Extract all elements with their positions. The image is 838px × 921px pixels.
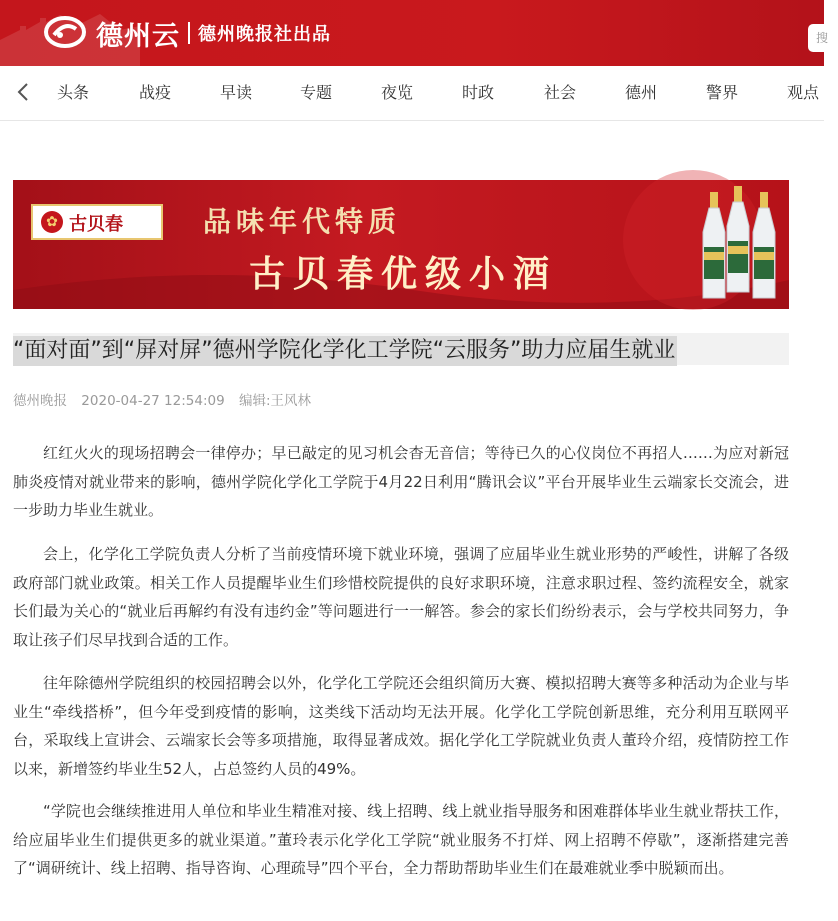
article-paragraph: 往年除德州学院组织的校园招聘会以外，化学化工学院还会组织简历大赛、模拟招聘大赛等多种活动为企业与毕业生“牵线搭桥”，但今年受到疫情的影响，这类线下活动均无法开展。化学化工学院创新思维，充分利用互联网平台，采取线上宣讲会、云端家长会等多项措施，取得显著成效。据化学化工学院就业负责人董玲介绍，疫情防控工作以来，新增签约毕业生52人，占总签约人员的49%。 (13, 674, 789, 778)
brand-logo (31, 204, 163, 240)
brand-seal-icon: ✿ (41, 211, 63, 233)
article-date: 2020-04-27 12:54:09 (81, 393, 225, 409)
tab-headline[interactable]: 头条 (57, 83, 90, 102)
tab-society[interactable]: 社会 (544, 83, 577, 102)
tab-dezhou[interactable]: 德州 (625, 83, 658, 102)
article-title: “面对面”到“屏对屏”德州学院化学化工学院“云服务”助力应届生就业 (13, 336, 677, 366)
category-nav (0, 66, 824, 121)
banner-slogan-2: 古贝春优级小酒 (249, 253, 558, 295)
tab-politics[interactable]: 时政 (462, 83, 495, 102)
article-source[interactable]: 德州晚报 (13, 393, 67, 409)
article-paragraph: 会上，化学化工学院负责人分析了当前疫情环境下就业环境，强调了应届毕业生就业形势的严峻性，讲解了各级政府部门就业政策。相关工作人员提醒毕业生们珍惜校院提供的良好求职环境，注意求职过程、签约流程安全，就家长们最为关心的“就业后再解约有没有违约金”等问题进行一一解答。参会的家长们纷纷表示，会与学校共同努力，争取让孩子们尽早找到合适的工作。 (13, 545, 789, 649)
bottle-icon (749, 192, 779, 302)
chevron-left-icon[interactable] (12, 80, 36, 104)
article-meta (13, 389, 321, 409)
dezhou-cloud-logo-icon[interactable] (44, 15, 86, 49)
tab-morning[interactable]: 早读 (220, 83, 253, 102)
article-editor: 编辑:王风林 (238, 393, 312, 409)
article-paragraph: “学院也会继续推进用人单位和毕业生精准对接、线上招聘、线上就业指导服务和困难群体毕业生就业帮扶工作，给应届毕业生们提供更多的就业渠道。”董玲表示化学化工学院“就业服务不打烊、网上招聘不停歇”，逐渐搭建完善了“调研统计、线上招聘、指导咨询、心理疏导”四个平台，全力帮助帮助毕业生们在最难就业季中脱颖而出。 (13, 802, 789, 877)
ad-banner[interactable] (13, 180, 789, 309)
article-paragraph: 红红火火的现场招聘会一律停办；早已敲定的见习机会杳无音信；等待已久的心仪岗位不再招人……为应对新冠肺炎疫情对就业带来的影响，德州学院化学化工学院于4月22日利用“腾讯会议”平台开展毕业生云端家长交流会，进一步助力毕业生就业。 (13, 444, 789, 519)
tab-epidemic[interactable]: 战疫 (139, 83, 172, 102)
tab-topics[interactable]: 专题 (300, 83, 333, 102)
logo-text[interactable]: 德州云 (96, 21, 180, 52)
search-button[interactable]: 搜 (808, 24, 838, 52)
tab-police[interactable]: 警界 (706, 83, 739, 102)
tab-night[interactable]: 夜览 (381, 83, 414, 102)
logo-divider (188, 22, 190, 44)
banner-slogan-1: 品味年代特质 (203, 205, 402, 238)
logo-subtitle: 德州晚报社出品 (198, 24, 331, 45)
site-header (0, 0, 829, 66)
brand-name: 古贝春 (69, 214, 123, 235)
tab-opinion[interactable]: 观点 (787, 83, 820, 102)
